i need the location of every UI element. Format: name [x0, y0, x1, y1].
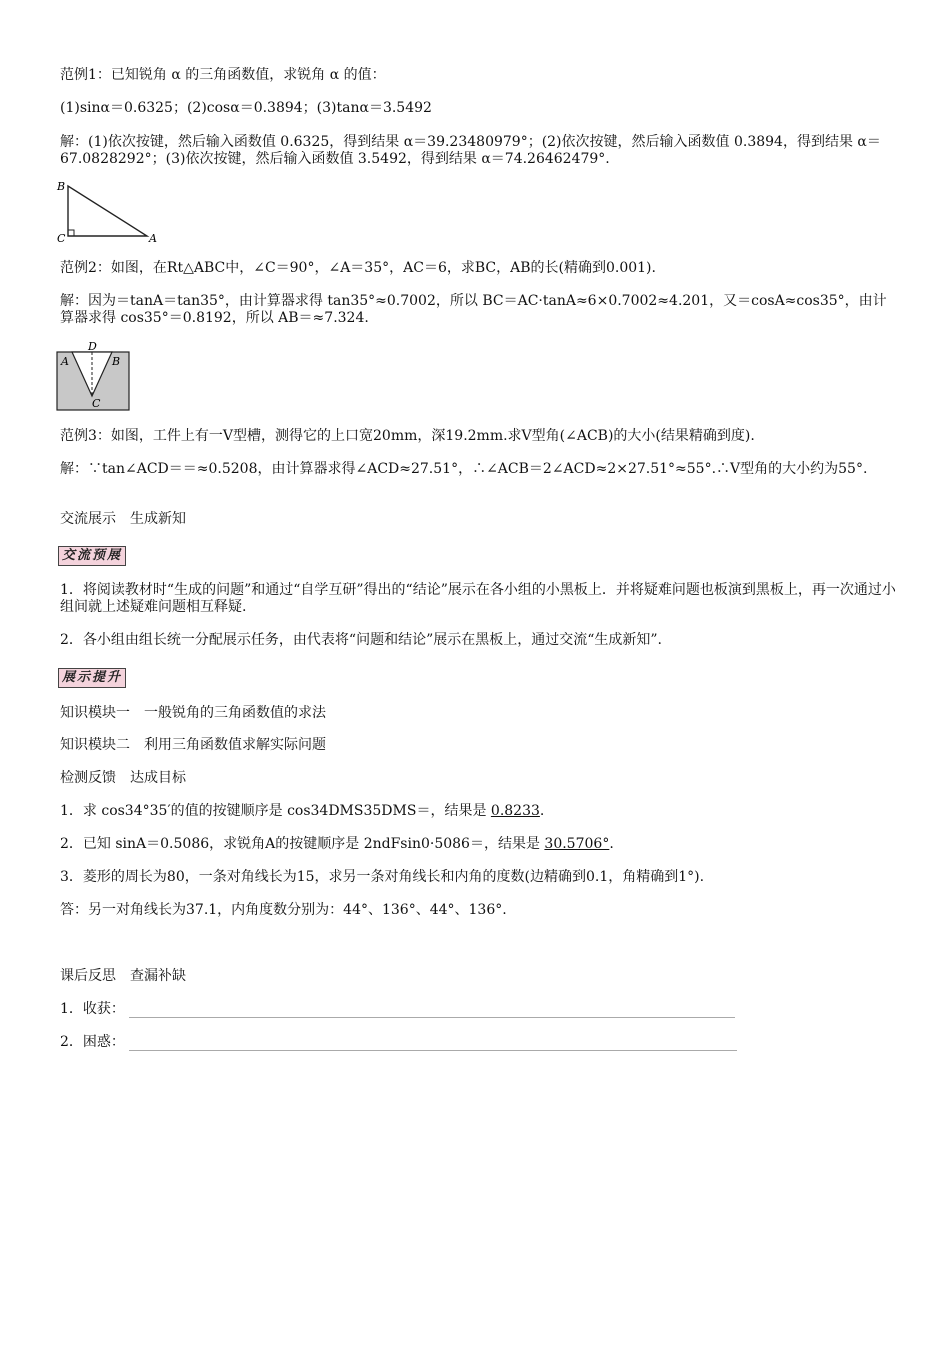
exchange-preview-badge: 交流预展: [58, 546, 126, 566]
vertex-c-label: C: [57, 232, 66, 245]
example3-title: 范例3：如图，工件上有一V型槽，测得它的上口宽20mm，深19.2mm.求V型角(∠ACB)的大小(结果精确到度).: [60, 428, 755, 444]
example1-givens: (1)sinα＝0.6325；(2)cosα＝0.3894；(3)tanα＝3.5492: [60, 100, 432, 116]
question-2-text: 2．已知 sinA＝0.5086，求锐角A的按键顺序是 2ndFsin0·5086＝，结果是: [60, 836, 540, 852]
question-1: [60, 803, 900, 820]
point-a-label: A: [61, 355, 69, 368]
right-triangle-figure: [55, 178, 165, 246]
point-b-label: B: [112, 355, 121, 368]
section-reflect-heading: 课后反思 查漏补缺: [60, 968, 186, 984]
question-1-end: .: [539, 803, 545, 819]
reflect-gain-label: 1．收获：: [60, 1001, 125, 1017]
example3-solution: 解：∵tan∠ACD＝＝≈0.5208，由计算器求得∠ACD≈27.51°，∴∠ACB＝2∠ACD≈2×27.51°≈55°.∴V型角的大小约为55°.: [60, 461, 868, 477]
reflect-gain-row: [60, 1001, 900, 1018]
question-3: 3．菱形的周长为80，一条对角线长为15，求另一条对角线长和内角的度数(边精确到0.1，角精确到1°).: [60, 869, 705, 885]
question-1-answer: 0.8233: [490, 803, 540, 819]
question-3-answer: 答：另一对角线长为37.1，内角度数分别为：44°、136°、44°、136°.: [60, 902, 507, 918]
example1-solution: 解：(1)依次按键，然后输入函数值 0.6325，得到结果 α＝39.23480979°；(2)依次按键，然后输入函数值 0.3894，得到结果 α＝67.0828292°；(3)依次按键，然后输入函数值 3.5492，得到结果 α＝74.26462479°.: [60, 134, 881, 167]
knowledge-module-1: 知识模块一 一般锐角的三角函数值的求法: [60, 705, 326, 721]
reflect-confusion-label: 2．困惑：: [60, 1034, 125, 1050]
section-feedback-heading: 检测反馈 达成目标: [60, 770, 186, 786]
example2-title: 范例2：如图，在Rt△ABC中，∠C＝90°，∠A＝35°，AC＝6，求BC，AB的长(精确到0.001).: [60, 260, 656, 276]
reflect-gain-blank[interactable]: [129, 1003, 735, 1018]
exchange-item-2: 2．各小组由组长统一分配展示任务，由代表将“问题和结论”展示在黑板上，通过交流“生成新知”.: [60, 632, 662, 648]
exchange-item-1: 1．将阅读教材时“生成的问题”和通过“自学互研”得出的“结论”展示在各小组的小黑板上．并将疑难问题也板演到黑板上，再一次通过小组间就上述疑难问题相互释疑.: [60, 582, 896, 615]
question-1-text: 1．求 cos34°35′的值的按键顺序是 cos34DMS35DMS＝，结果是: [60, 803, 487, 819]
showcase-improve-badge: 展示提升: [58, 668, 126, 688]
example1-title: 范例1：已知锐角 α 的三角函数值，求锐角 α 的值：: [60, 67, 386, 83]
question-2: [60, 836, 900, 853]
reflect-confusion-row: [60, 1034, 900, 1051]
knowledge-module-2: 知识模块二 利用三角函数值求解实际问题: [60, 737, 326, 753]
point-d-label: D: [88, 340, 97, 353]
v-groove-figure: [56, 338, 132, 414]
section-exchange-heading: 交流展示 生成新知: [60, 511, 186, 527]
question-2-answer: 30.5706°: [544, 836, 610, 852]
vertex-b-label: B: [57, 180, 66, 193]
vertex-a-label: A: [149, 232, 157, 245]
example2-solution: 解：因为＝tanA＝tan35°，由计算器求得 tan35°≈0.7002，所以 BC＝AC·tanA≈6×0.7002≈4.201，又＝cosA≈cos35°，由计算器求得 cos35°＝0.8192，所以 AB＝≈7.324.: [60, 293, 887, 326]
reflect-confusion-blank[interactable]: [129, 1036, 737, 1051]
point-c-label: C: [92, 397, 101, 410]
question-2-end: .: [609, 836, 614, 852]
